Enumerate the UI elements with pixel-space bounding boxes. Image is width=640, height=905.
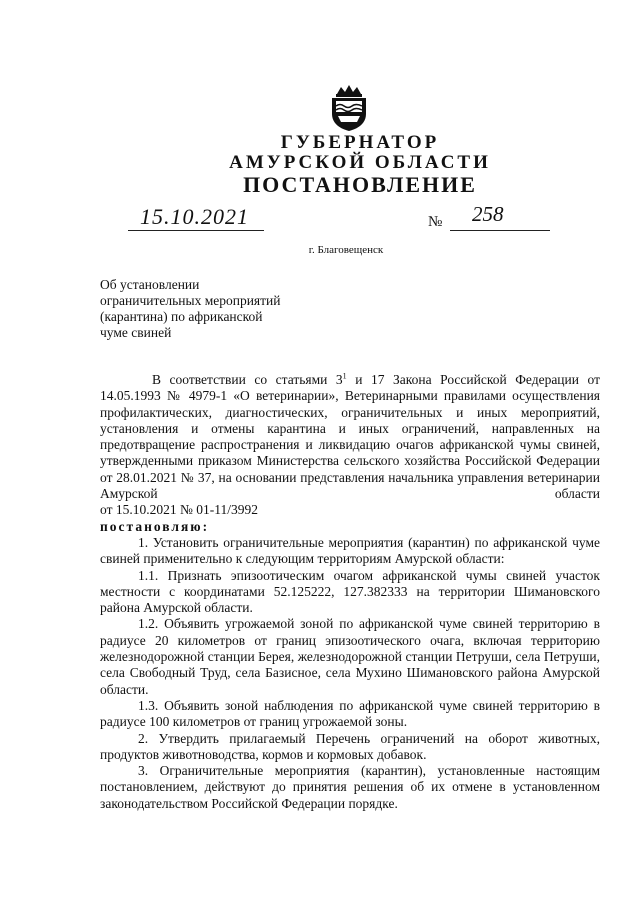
preamble-text-b: и 17 Закона Российской Федерации от 14.05.1993 № 4979-1 «О ветеринарии», Ветеринарными правилами осуществления профилактических, диагностических, ограничительных и иных мероприятий, установления и отмены карантина и иных ограничений, направленных на предотвращение распространения и ликвидацию очагов африканской чумы свиней, утвержденными приказом Министерства сельского хозяйства Российской Федерации от 28.01.2021 № 37, на основании представления начальника управления ветеринарии Амурской области [100, 372, 600, 502]
number-underline [450, 230, 550, 231]
header-title-region: АМУРСКОЙ ОБЛАСТИ [229, 152, 491, 173]
city-name: г. Благовещенск [308, 244, 384, 256]
preamble-text-a: В соответствии со статьями 3 [152, 372, 343, 387]
paragraph-2: 2. Утвердить прилагаемый Перечень ограничений на оборот животных, продуктов животноводства, кормов и кормовых добавок. [100, 730, 600, 762]
header-title-governor: ГУБЕРНАТОР [280, 132, 440, 153]
document-date: 15.10.2021 [140, 204, 249, 229]
subject-line: (карантина) по африканской [100, 309, 263, 324]
decree-word: постановляю: [100, 518, 210, 534]
subject-line: ограничительных мероприятий [100, 293, 281, 308]
document-type-title: ПОСТАНОВЛЕНИЕ [243, 172, 477, 197]
number-sign: № [428, 214, 443, 230]
paragraph-1-2: 1.2. Объявить угрожаемой зоной по африканской чуме свиней территорию в радиусе 20 километров от границ эпизоотического очага, включая территорию железнодорожной станции Берея, железнодорожной станции Петруши, села Петруши, села Свободный Труд, села Базисное, села Мухино Шимановского района Амурской области. [100, 616, 600, 697]
subject-line: чуме свиней [100, 325, 172, 340]
preamble-reference: от 15.10.2021 № 01-11/3992 [100, 502, 258, 518]
coat-of-arms-emblem [327, 84, 371, 132]
document-body [100, 372, 600, 812]
preamble-paragraph [100, 372, 600, 502]
paragraph-1-3: 1.3. Объявить зоной наблюдения по африканской чуме свиней территорию в радиусе 100 километров от границ угрожаемой зоны. [100, 697, 600, 730]
paragraph-3: 3. Ограничительные мероприятия (карантин), установленные настоящим постановлением, действуют до принятия решения об их отмене в установленном законодательством Российской Федерации порядке. [100, 763, 600, 811]
paragraph-1: 1. Установить ограничительные мероприятия (карантин) по африканской чуме свиней применительно к следующим территориям Амурской области: [100, 534, 600, 567]
document-number: 258 [472, 202, 504, 226]
article-superscript: 1 [342, 371, 347, 381]
subject-line: Об установлении [100, 277, 200, 292]
document-subject [100, 277, 320, 341]
date-underline [128, 230, 264, 231]
paragraph-1-1: 1.1. Признать эпизоотическим очагом африканской чумы свиней участок местности с координатами 52.125222, 127.382333 на территории Шимановского района Амурской области. [100, 567, 600, 616]
